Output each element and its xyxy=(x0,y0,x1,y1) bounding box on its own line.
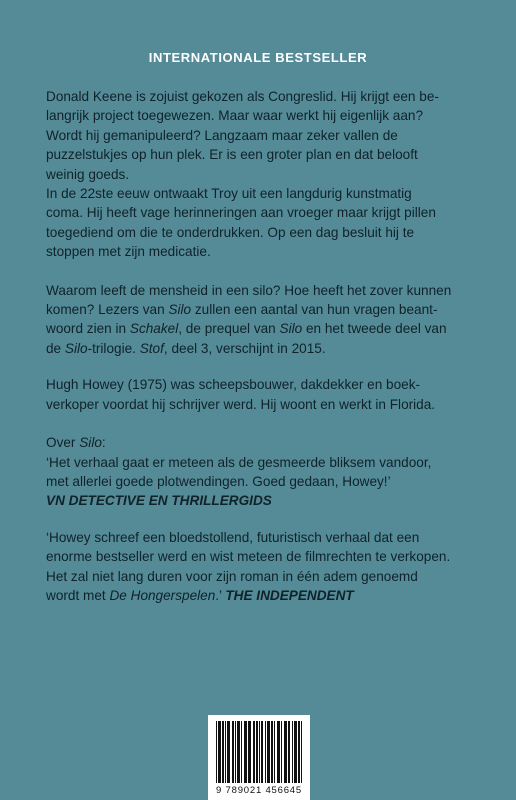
barcode-bar xyxy=(248,721,251,783)
synopsis-paragraph-2: In de 22ste eeuw ontwaakt Troy uit een langdurig kunstmatig coma. Hij heeft vage herinneringen aan vroeger maar krijgt pillen toegediend om die te onderdrukken. Op een dag besluit hij te stoppen met zijn medicatie. xyxy=(46,186,436,260)
barcode-bar xyxy=(237,721,240,783)
bestseller-heading: INTERNATIONALE BESTSELLER xyxy=(148,50,368,65)
barcode-bar xyxy=(274,721,275,783)
barcode-bar xyxy=(261,721,263,783)
quote-source-vn: VN DETECTIVE EN THRILLERGIDS xyxy=(46,493,272,509)
synopsis-paragraph-1: Donald Keene is zojuist gekozen als Congreslid. Hij krijgt een be- langrijk project toegewezen. Maar waar werkt hij eigenlijk aan? Wordt hij gemanipuleerd? Langzaam maar zeker vallen de puzzelstukjes op hun plek. Er is een groter plan en dat belooft weinig goeds. xyxy=(46,89,439,182)
barcode-bar xyxy=(225,721,226,783)
barcode-bar xyxy=(235,721,236,783)
barcode-bar xyxy=(244,721,247,783)
barcode-bar xyxy=(294,721,297,783)
barcode-bar xyxy=(256,721,258,783)
barcode-bar xyxy=(288,721,290,783)
barcode xyxy=(208,715,310,800)
barcode-bar xyxy=(259,721,260,783)
barcode-bar xyxy=(301,721,302,783)
barcode-bar xyxy=(277,721,280,783)
barcode-bar xyxy=(227,721,230,783)
barcode-bar xyxy=(265,721,266,783)
barcode-bar xyxy=(271,721,273,783)
barcode-bar xyxy=(281,721,282,783)
quote-source-independent: THE INDEPENDENT xyxy=(225,587,354,603)
barcode-bar xyxy=(218,721,221,783)
barcode-bar xyxy=(253,721,255,783)
barcode-bar xyxy=(232,721,234,783)
barcode-bar xyxy=(284,721,287,783)
barcode-bar xyxy=(241,721,242,783)
barcode-bar xyxy=(292,721,293,783)
isbn-number: 9 789021 456645 xyxy=(216,785,302,796)
review-quotes: Over Silo: ‘Het verhaal gaat er meteen als de gesmeerde bliksem vandoor, met allerlei goede plotwendingen. Goed gedaan, Howey!’ VN DETECTIVE EN THRILLERGIDS xyxy=(46,435,432,509)
barcode-bar xyxy=(216,721,217,783)
barcode-bar xyxy=(222,721,224,783)
author-bio: Hugh Howey (1975) was scheepsbouwer, dakdekker en boek- verkoper voordat hij schrijver werd. Hij woont en werkt in Florida. xyxy=(46,377,436,412)
barcode-bar xyxy=(267,721,270,783)
blurb-text xyxy=(46,87,474,605)
series-paragraph: Waarom leeft de mensheid in een silo? Hoe heeft het zover kunnen komen? Lezers van Silo zullen een aantal van hun vragen beant- woord zien in Schakel, de prequel van Silo en het tweede deel van de Silo-trilogie. Stof, deel 3, verschijnt in 2015. xyxy=(46,282,452,356)
review-quote-independent: ‘Howey schreef een bloedstollend, futuristisch verhaal dat een enorme bestseller werd en wist meteen de filmrechten te verkopen. Het zal niet lang duren voor zijn roman in één adem genoemd wordt met De Hongerspelen.’ THE INDEPENDENT xyxy=(46,529,451,603)
barcode-bar xyxy=(298,721,300,783)
barcode-bars xyxy=(208,715,310,785)
